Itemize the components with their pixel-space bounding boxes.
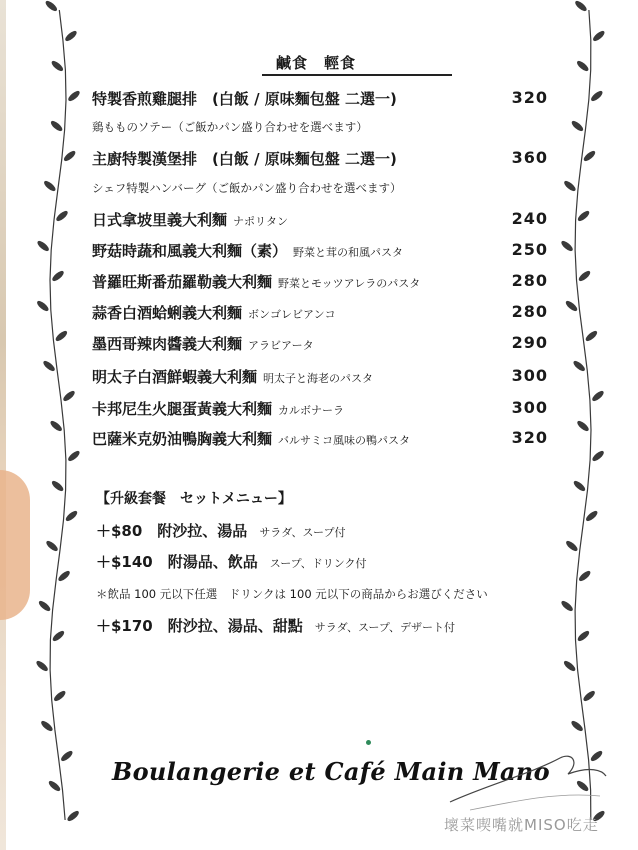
item-price: 290 (511, 333, 548, 352)
section-heading: 鹹食 輕食 (276, 54, 357, 72)
vine-leaf (54, 329, 69, 343)
vine-leaf (36, 299, 51, 313)
item-price: 300 (511, 398, 548, 417)
vine-leaf (67, 449, 82, 463)
vine-leaf (560, 599, 575, 613)
set-option (96, 615, 455, 636)
vine-leaf (55, 209, 70, 223)
item-price: 250 (511, 240, 548, 259)
vine-leaf (584, 509, 599, 523)
vine-leaf (50, 479, 65, 493)
item-japanese: ナポリタン (233, 215, 289, 228)
item-price: 360 (511, 148, 548, 167)
item-subtitle: シェフ特製ハンバーグ（ご飯かパン盛り合わせを選べます） (92, 181, 402, 195)
vine-leaf (64, 29, 79, 43)
menu-item (92, 240, 552, 264)
menu-item (92, 366, 552, 390)
item-japanese: カルボナーラ (278, 404, 345, 417)
item-japanese: 野菜と茸の和風パスタ (293, 246, 404, 259)
item-subtitle: 鶏もものソテー（ご飯かパン盛り合わせを選べます） (92, 120, 368, 134)
vine-leaf (575, 59, 590, 73)
vine-leaf (591, 449, 606, 463)
vine-leaf (57, 569, 72, 583)
photo-edge (0, 0, 6, 850)
menu-item (92, 88, 552, 112)
menu-item (92, 209, 552, 233)
left-vine-decoration (30, 0, 90, 850)
vine-leaf (563, 179, 578, 193)
set-option (96, 520, 345, 541)
vine-leaf (577, 269, 592, 283)
vine-leaf (51, 269, 66, 283)
menu-item (92, 302, 552, 326)
item-price: 280 (511, 302, 548, 321)
vine-leaf (37, 599, 52, 613)
vine-leaf (572, 359, 587, 373)
item-name: 明太子白酒鮮蝦義大利麵 (92, 368, 258, 386)
vine-leaf (591, 29, 606, 43)
heading-underline (262, 74, 452, 76)
item-price: 240 (511, 209, 548, 228)
watermark-text: 壞菜喫嘴就MISO吃走 (444, 816, 599, 834)
set-option-japanese: サラダ、スープ、デザート付 (314, 621, 455, 634)
vine-leaf (44, 0, 59, 13)
item-japanese: アラビアータ (248, 339, 314, 352)
item-japanese: バルサミコ風味の鴨パスタ (278, 434, 411, 447)
item-japanese: 野菜とモッツアレラのパスタ (278, 277, 421, 290)
vine-leaf (565, 539, 580, 553)
vine-leaf (47, 779, 62, 793)
vine-leaf (584, 329, 599, 343)
vine-leaf (62, 149, 77, 163)
item-name: 主廚特製漢堡排 (白飯 / 原味麵包盤 二選一) (92, 150, 397, 168)
vine-leaf (66, 809, 81, 823)
set-option-main: ＋$140 附湯品、飲品 (96, 553, 258, 571)
set-option-japanese: サラダ、スープ付 (259, 526, 346, 539)
menu-item (92, 333, 552, 357)
vine-leaf (50, 59, 65, 73)
vine-leaf (35, 659, 50, 673)
vine-leaf (582, 149, 597, 163)
vine-leaf (562, 659, 577, 673)
vine-leaf (67, 89, 82, 103)
item-price: 320 (511, 88, 548, 107)
item-japanese: ボンゴレビアンコ (248, 308, 336, 321)
vine-leaf (572, 479, 587, 493)
vine-leaf (62, 389, 77, 403)
vine-leaf (560, 239, 575, 253)
vine-leaf (36, 239, 51, 253)
decorative-dot (366, 740, 371, 745)
vine-leaf (591, 389, 606, 403)
set-option-main: ＋$170 附沙拉、湯品、甜點 (96, 617, 303, 635)
set-option-main: ＋$80 附沙拉、湯品 (96, 522, 248, 540)
menu-item (92, 398, 552, 422)
menu-item (92, 271, 552, 295)
item-price: 320 (511, 428, 548, 447)
signature-swoosh-icon (440, 744, 610, 814)
vine-leaf (42, 359, 57, 373)
vine-leaf (64, 509, 79, 523)
item-name: 卡邦尼生火腿蛋黃義大利麵 (92, 400, 273, 418)
menu-item (92, 148, 552, 172)
item-name: 蒜香白酒蛤蜊義大利麵 (92, 304, 243, 322)
item-name: 巴薩米克奶油鴨胸義大利麵 (92, 430, 273, 448)
vine-leaf (51, 629, 66, 643)
vine-leaf (589, 89, 604, 103)
set-option (96, 551, 367, 572)
item-price: 280 (511, 271, 548, 290)
vine-leaf (43, 179, 58, 193)
item-name: 墨西哥辣肉醬義大利麵 (92, 335, 243, 353)
item-name: 普羅旺斯番茄羅勒義大利麵 (92, 273, 273, 291)
background-object (0, 470, 30, 620)
drink-note: ＊飲品 100 元以下任選 ドリンクは 100 元以下の商品からお選びください (96, 587, 488, 601)
set-menu-title: 【升級套餐 セットメニュー】 (96, 491, 292, 507)
vine-leaf (45, 539, 60, 553)
vine-leaf (52, 689, 67, 703)
vine-leaf (576, 629, 591, 643)
vine-leaf (577, 569, 592, 583)
vine-leaf (60, 749, 75, 763)
item-japanese: 明太子と海老のパスタ (263, 372, 374, 385)
menu-item (92, 428, 552, 452)
item-name: 特製香煎雞腿排 (白飯 / 原味麵包盤 二選一) (92, 90, 397, 108)
vine-leaf (576, 419, 591, 433)
item-price: 300 (511, 366, 548, 385)
item-name: 野菇時蔬和風義大利麵（素） (92, 242, 288, 260)
vine-leaf (574, 0, 589, 13)
vine-leaf (576, 209, 591, 223)
vine-leaf (49, 119, 64, 133)
vine-leaf (564, 299, 579, 313)
brand-logo-text: Boulangerie et Café Main Mano (112, 757, 550, 786)
vine-leaf (40, 719, 55, 733)
vine-leaf (570, 119, 585, 133)
vine-leaf (582, 689, 597, 703)
vine-leaf (49, 419, 64, 433)
right-vine-decoration (555, 0, 615, 850)
vine-leaf (570, 719, 585, 733)
set-option-japanese: スープ、ドリンク付 (269, 557, 367, 570)
item-name: 日式拿坡里義大利麵 (92, 211, 228, 229)
